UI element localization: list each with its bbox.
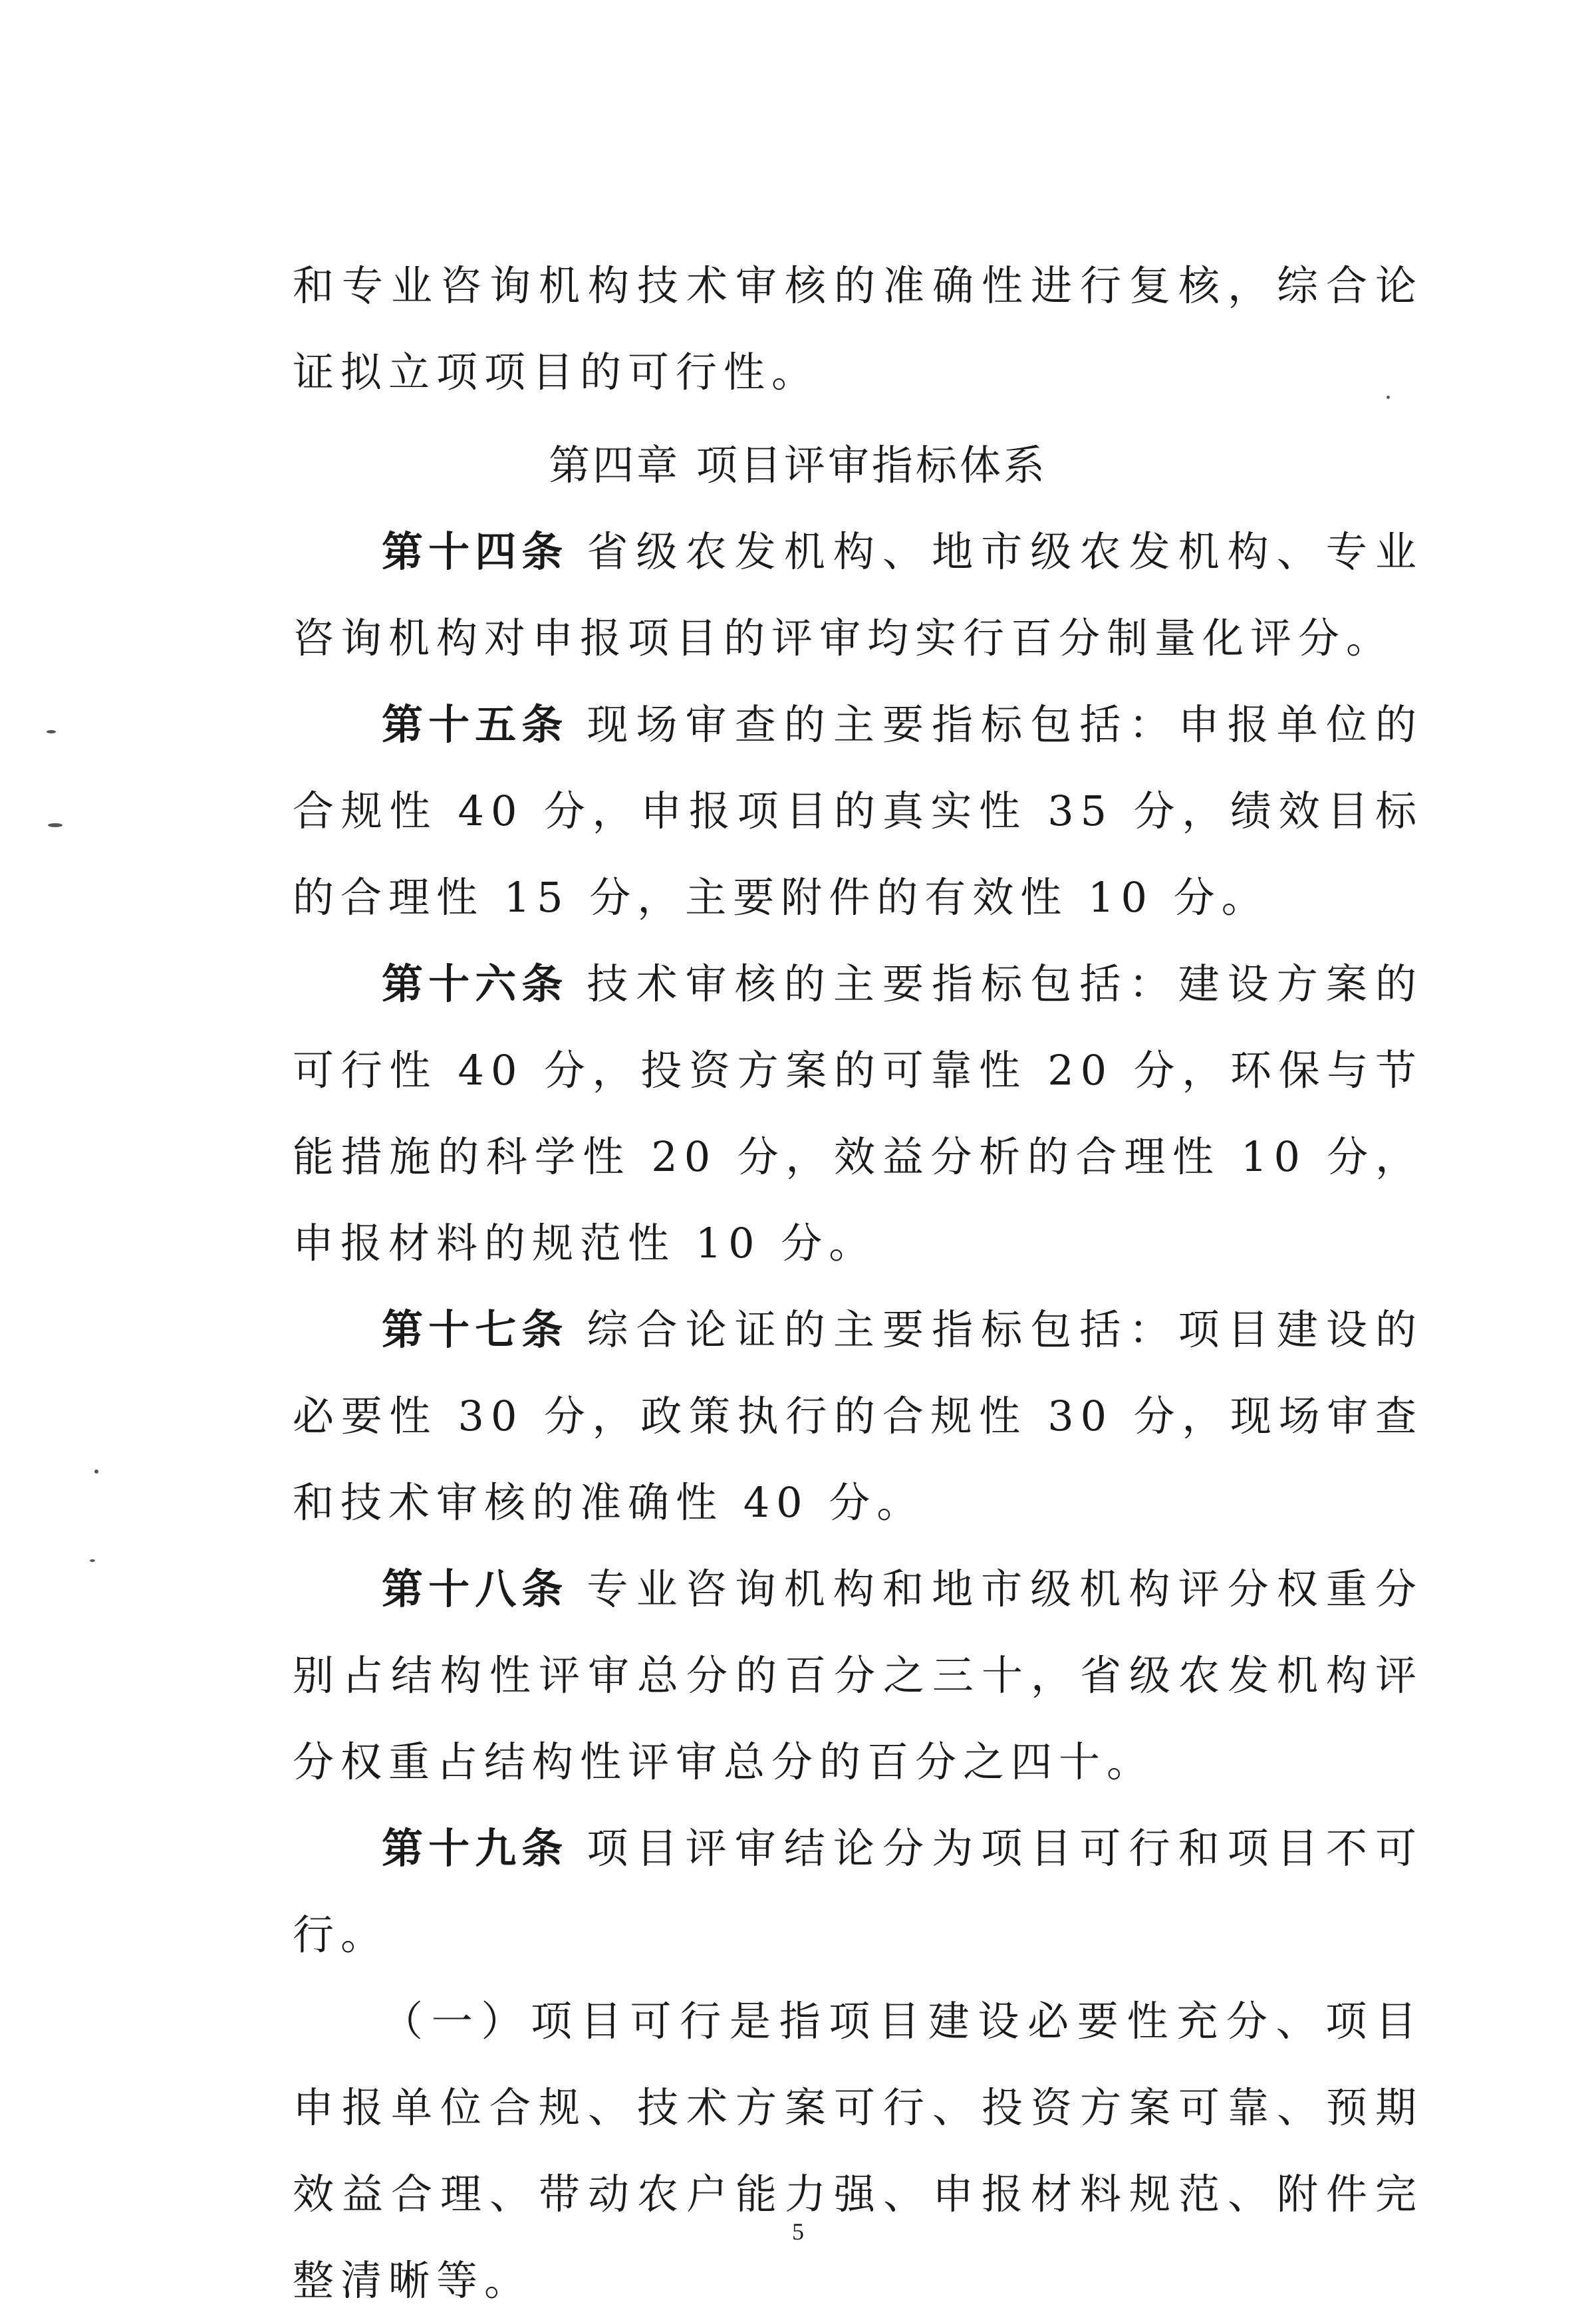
article-14 bbox=[293, 509, 1423, 682]
scan-speck bbox=[48, 823, 63, 827]
article-text: 省级农发机构、地市级农发机构、专业咨询机构对申报项目的评审均实行百分制量化评分。 bbox=[293, 527, 1423, 662]
page-number: 5 bbox=[792, 2218, 804, 2245]
continuation-paragraph bbox=[293, 243, 1423, 416]
article-text: 现场审查的主要指标包括：申报单位的合规性 40 分，申报项目的真实性 35 分，绩效目标的合理性 15 分，主要附件的有效性 10 分。 bbox=[293, 700, 1423, 922]
article-text: 综合论证的主要指标包括：项目建设的必要性 30 分，政策执行的合规性 30 分，现场审查和技术审核的准确性 40 分。 bbox=[293, 1305, 1423, 1527]
article-text: 技术审核的主要指标包括：建设方案的可行性 40 分，投资方案的可靠性 20 分，环保与节能措施的科学性 20 分，效益分析的合理性 10 分，申报材料的规范性 10 分。 bbox=[293, 960, 1423, 1267]
clause-1 bbox=[293, 1978, 1423, 2324]
article-17 bbox=[293, 1287, 1423, 1546]
article-15 bbox=[293, 682, 1423, 941]
article-number: 第十八条 bbox=[382, 1565, 569, 1613]
body-text bbox=[293, 509, 1423, 2324]
article-number: 第十九条 bbox=[382, 1824, 569, 1872]
article-number: 第十四条 bbox=[382, 527, 569, 576]
article-number: 第十七条 bbox=[382, 1305, 569, 1354]
article-19 bbox=[293, 1805, 1423, 1978]
scan-speck bbox=[90, 1559, 95, 1562]
clause-text: （一）项目可行是指项目建设必要性充分、项目申报单位合规、技术方案可行、投资方案可靠、预期效益合理、带动农户能力强、申报材料规范、附件完整清晰等。 bbox=[293, 1997, 1423, 2305]
article-16 bbox=[293, 941, 1423, 1287]
scan-speck bbox=[47, 730, 56, 733]
article-number: 第十五条 bbox=[382, 700, 569, 749]
article-text: 项目评审结论分为项目可行和项目不可行。 bbox=[293, 1824, 1423, 1959]
article-18 bbox=[293, 1546, 1423, 1805]
article-number: 第十六条 bbox=[382, 960, 569, 1008]
article-text: 专业咨询机构和地市级机构评分权重分别占结构性评审总分的百分之三十，省级农发机构评分权重占结构性评审总分的百分之四十。 bbox=[293, 1565, 1423, 1786]
chapter-heading: 第四章 项目评审指标体系 bbox=[549, 441, 1047, 489]
scan-speck bbox=[1387, 396, 1390, 399]
continuation-text: 和专业咨询机构技术审核的准确性进行复核，综合论证拟立项项目的可行性。 bbox=[293, 261, 1423, 396]
scan-speck bbox=[94, 1470, 98, 1474]
